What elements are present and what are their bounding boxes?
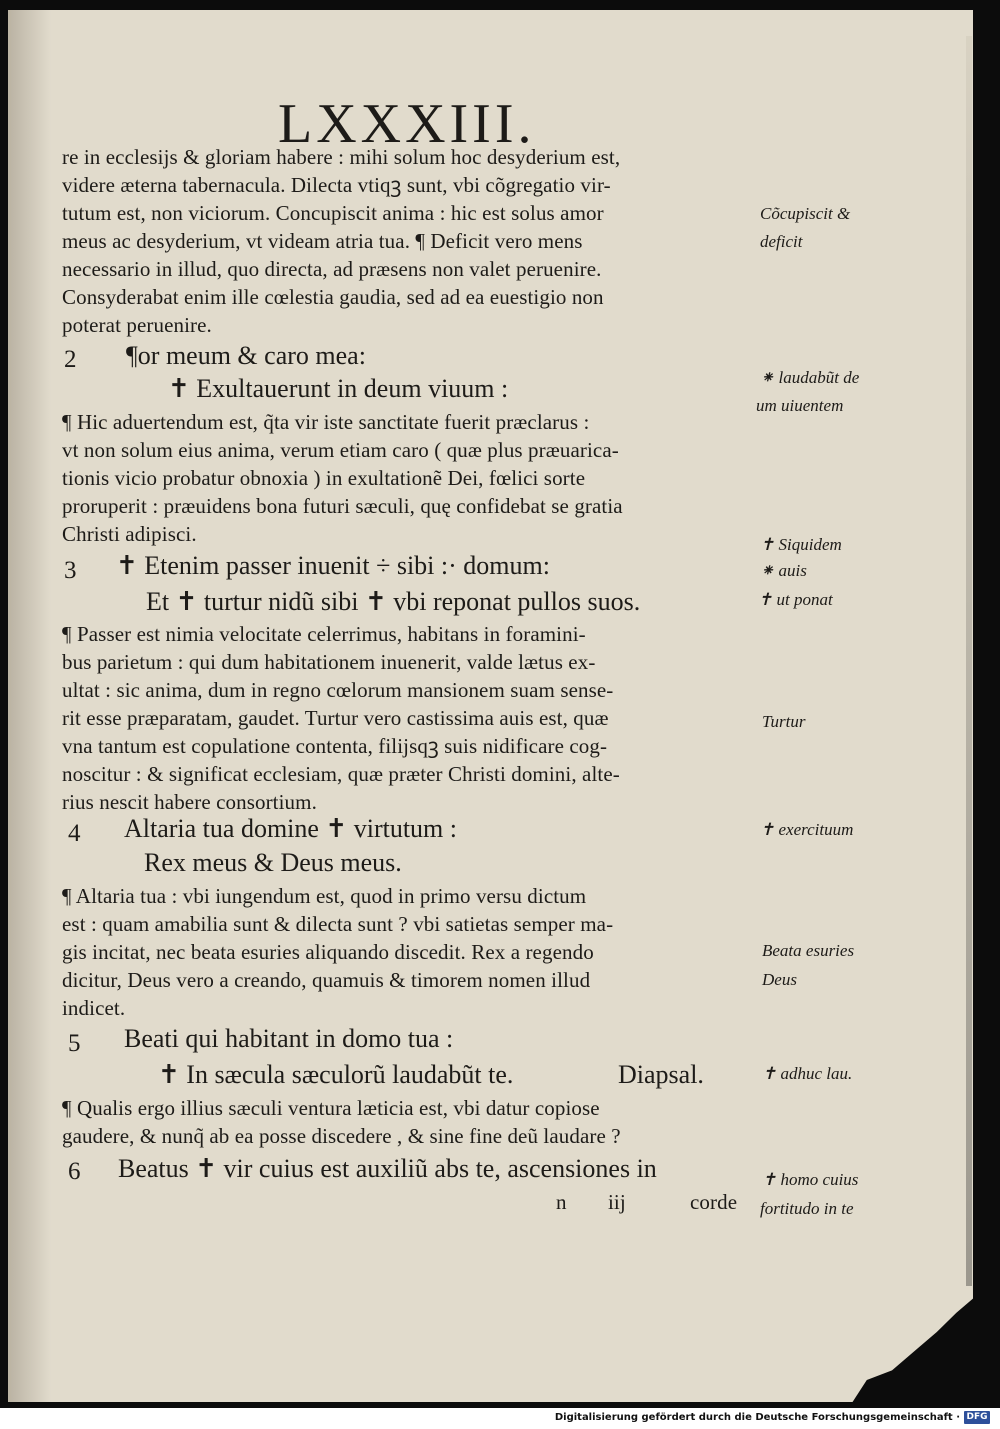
verse-line: Beati qui habitant in domo tua :: [124, 1024, 454, 1053]
verse-line: Altaria tua domine ✝ virtutum :: [124, 814, 457, 843]
margin-note: Cõcupiscit &: [760, 204, 851, 223]
verse-line: ✝ Exultauerunt in deum viuum :: [168, 374, 509, 403]
margin-note: ⁕ auis: [760, 561, 807, 580]
text-line: proruperit : præuidens bona futuri sæculi, quę confidebat se gratia: [62, 494, 623, 518]
verse-number: 5: [68, 1030, 81, 1057]
text-line: poterat peruenire.: [62, 313, 212, 337]
margin-note: fortitudo in te: [760, 1199, 854, 1218]
catchword: corde: [690, 1190, 738, 1214]
text-line: rit esse præparatam, gaudet. Turtur vero castissima auis est, quæ: [62, 706, 609, 730]
signature-mark: n: [556, 1190, 567, 1214]
verse-line: ✝ In sæcula sæculorũ laudabũt te.: [158, 1060, 514, 1089]
page-edge-shadow: [966, 36, 972, 1286]
verse-number: 4: [68, 820, 81, 847]
text-line: gaudere, & nunq̃ ab ea posse discedere , & sine fine deũ laudare ?: [62, 1124, 621, 1148]
margin-note: Turtur: [762, 712, 806, 731]
verse-line: ✝ Etenim passer inuenit ÷ sibi :· domum:: [116, 551, 550, 580]
margin-note: ✝ adhuc lau.: [762, 1064, 853, 1083]
text-line: ¶ Qualis ergo illius sæculi ventura læticia est, vbi datur copiose: [62, 1096, 600, 1120]
text-line: Consyderabat enim ille cœlestia gaudia, sed ad ea euestigio non: [62, 285, 604, 309]
text-line: noscitur : & significat ecclesiam, quæ præter Christi domini, alte-: [62, 762, 620, 786]
text-line: est : quam amabilia sunt & dilecta sunt ? vbi satietas semper ma-: [62, 912, 614, 936]
text-line: meus ac desyderium, vt videam atria tua. ¶ Deficit vero mens: [62, 229, 583, 253]
text-line: Christi adipisci.: [62, 522, 197, 546]
dfg-logo-icon: DFG: [964, 1411, 990, 1424]
verse-line: Beatus ✝ vir cuius est auxiliũ abs te, ascensiones in: [118, 1154, 657, 1183]
text-line: vt non solum eius anima, verum etiam caro ( quæ plus præuarica-: [62, 438, 619, 462]
margin-note: ✝ exercituum: [760, 820, 854, 839]
margin-note: deficit: [760, 232, 803, 251]
verse-line: Et ✝ turtur nidũ sibi ✝ vbi reponat pullos suos.: [146, 587, 641, 616]
text-line: tionis vicio probatur obnoxia ) in exultationẽ Dei, fœlici sorte: [62, 466, 586, 490]
text-line: tutum est, non viciorum. Concupiscit anima : hic est solus amor: [62, 201, 604, 225]
text-line: ¶ Altaria tua : vbi iungendum est, quod in primo versu dictum: [62, 884, 587, 908]
text-line: necessario in illud, quo directa, ad præsens non valet peruenire.: [62, 257, 602, 281]
margin-note: ✝ ut ponat: [758, 590, 833, 609]
text-line: vna tantum est copulatione contenta, filijsqꝫ suis nidificare cog-: [62, 734, 608, 758]
signature-numeral: iij: [608, 1190, 626, 1214]
margin-note: um uiuentem: [756, 396, 844, 415]
verse-line: Rex meus & Deus meus.: [144, 848, 402, 877]
margin-note: ✝ Siquidem: [760, 535, 842, 554]
verse-line: ¶or meum & caro mea:: [126, 341, 366, 370]
text-line: ¶ Passer est nimia velocitate celerrimus, habitans in foramini-: [62, 622, 586, 646]
margin-note: ✝ homo cuius: [762, 1170, 859, 1189]
text-line: indicet.: [62, 996, 126, 1020]
text-line: videre æterna tabernacula. Dilecta vtiqꝫ sunt, vbi cõgregatio vir-: [62, 173, 611, 197]
funding-credit: Digitalisierung gefördert durch die Deutsche Forschungsgemeinschaft ·: [554, 1412, 960, 1423]
folio-number: LXXXIII.: [278, 93, 536, 155]
verse-number: 3: [64, 557, 77, 584]
diapsalma-mark: Diapsal.: [618, 1060, 704, 1089]
footer-bar: [0, 1408, 1000, 1429]
verse-number: 2: [64, 346, 77, 373]
margin-note: ⁕ laudabũt de: [760, 368, 860, 387]
text-line: re in ecclesijs & gloriam habere : mihi solum hoc desyderium est,: [62, 145, 621, 169]
margin-note: Beata esuries: [762, 941, 855, 960]
margin-note: Deus: [762, 970, 797, 989]
text-line: dicitur, Deus vero a creando, quamuis & timorem nomen illud: [62, 968, 591, 992]
text-line: ultat : sic anima, dum in regno cœlorum mansionem suam sense-: [62, 678, 614, 702]
text-line: ¶ Hic aduertendum est, q̃ta vir iste sanctitate fuerit præclarus :: [62, 410, 590, 434]
text-line: rius nescit habere consortium.: [62, 790, 317, 814]
text-line: gis incitat, nec beata esuries aliquando discedit. Rex a regendo: [62, 940, 594, 964]
text-line: bus parietum : qui dum habitationem inuenerit, valde lætus ex-: [62, 650, 596, 674]
verse-number: 6: [68, 1158, 81, 1185]
